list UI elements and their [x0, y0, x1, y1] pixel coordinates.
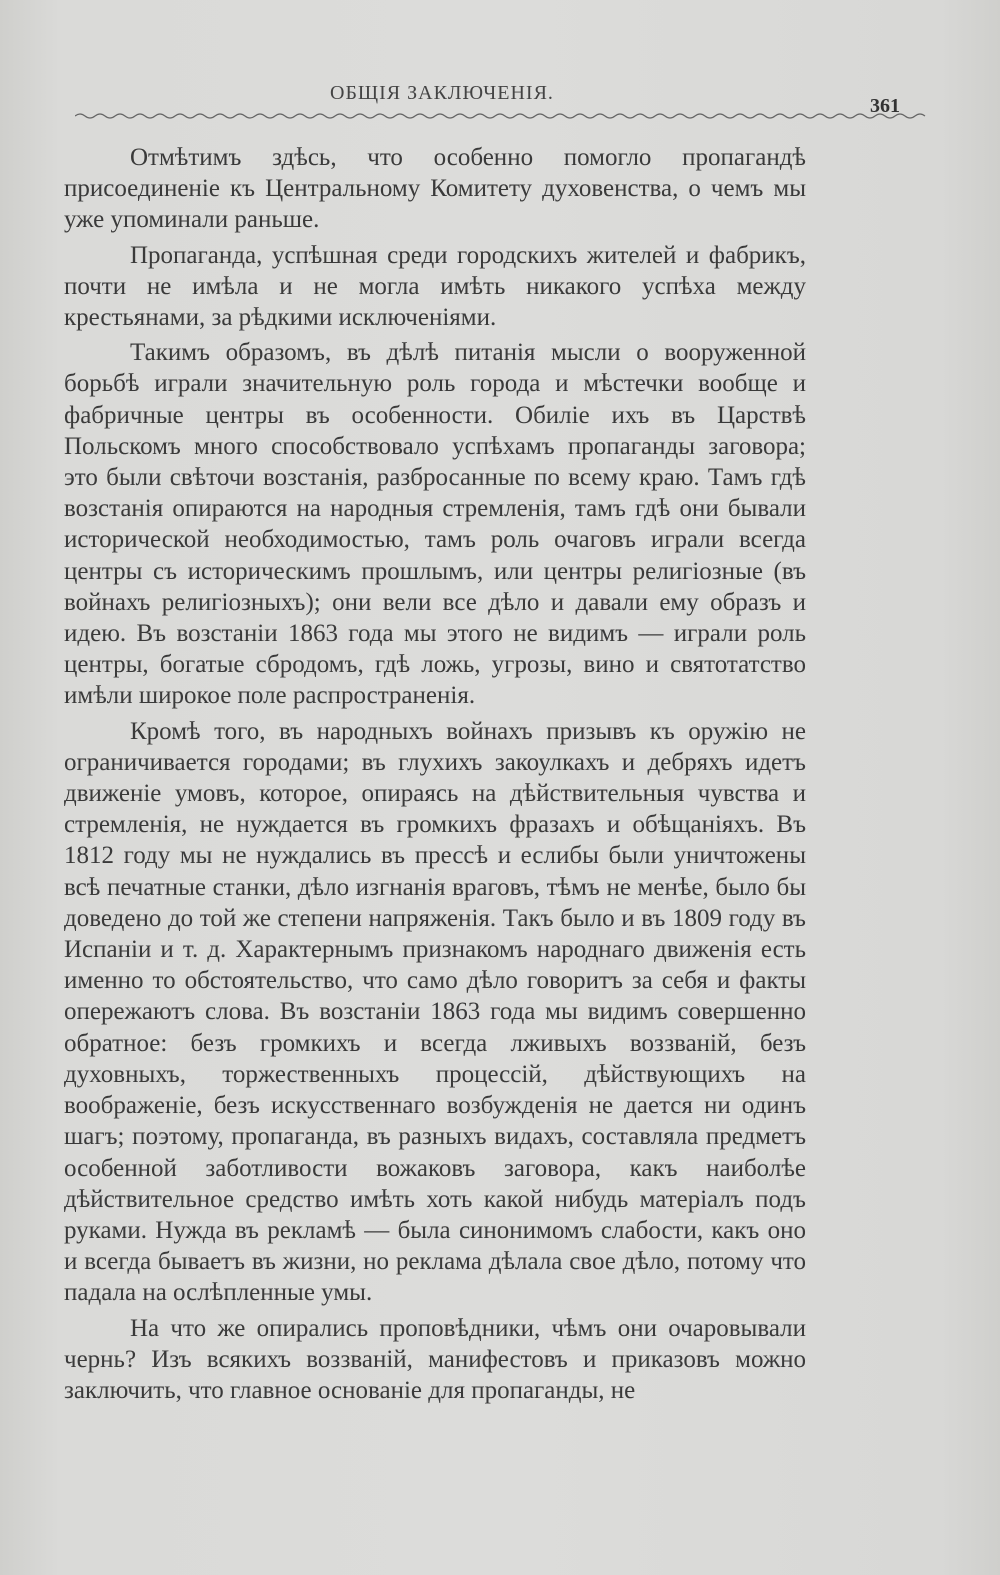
page-number: 361 [870, 95, 900, 117]
paragraph: Кромѣ того, въ народныхъ войнахъ призывъ къ оружію не ограничивается городами; въ глухихъ закоулкахъ и дебряхъ идетъ движеніе умовъ, которое, опираясь на дѣйствительныя чувства и стремленія, не нуждается въ громкихъ фразахъ и обѣщаніяхъ. Въ 1812 году мы не нуждались въ прессѣ и еслибы были уничтожены всѣ печатные станки, дѣло изгнанія враговъ, тѣмъ не менѣе, было бы доведено до той же степени напряженія. Такъ было и въ 1809 году въ Испаніи и т. д. Характернымъ признакомъ народнаго движенія есть именно то обстоятельство, что само дѣло говоритъ за себя и факты опережаютъ слова. Въ возстаніи 1863 года мы видимъ совершенно обратное: безъ громкихъ и всегда лживыхъ воззваній, безъ духовныхъ, торжественныхъ процессій, дѣйствующихъ на воображеніе, безъ искусственнаго возбужденія не дается ни одинъ шагъ; поэтому, пропаганда, въ разныхъ видахъ, составляла предметъ особенной заботливости вожаковъ заговора, какъ наиболѣе дѣйствительное средство имѣть хоть какой нибудь матеріалъ подъ руками. Нужда въ рекламѣ — была синонимомъ слабости, какъ оно и всегда бываетъ въ жизни, но реклама дѣлала свое дѣло, потому что падала на ослѣпленные умы. [64, 717, 806, 1307]
body-text [64, 142, 806, 1406]
paragraph: Отмѣтимъ здѣсь, что особенно помогло пропагандѣ присоединеніе къ Центральному Комитету духовенства, о чемъ мы уже упоминали раньше. [64, 144, 806, 234]
paragraph: Такимъ образомъ, въ дѣлѣ питанія мысли о вооруженной борьбѣ играли значительную роль города и мѣстечки вообще и фабричные центры въ особенности. Обиліе ихъ въ Царствѣ Польскомъ много способствовало успѣхамъ пропаганды заговора; это были свѣточи возстанія, разбросанные по всему краю. Тамъ гдѣ возстанія опираются на народныя стремленія, тамъ гдѣ они бывали исторической необходимостью, тамъ роль очаговъ играли всегда центры съ историческимъ прошлымъ, или центры религіозные (въ войнахъ религіозныхъ); они вели все дѣло и давали ему образъ и идею. Въ возстаніи 1863 года мы этого не видимъ — играли роль центры, богатые сбродомъ, гдѣ ложь, угрозы, вино и святотатство имѣли широкое поле распространенія. [64, 339, 806, 710]
decorative-wavy-rule [75, 105, 930, 127]
running-head: ОБЩІЯ ЗАКЛЮЧЕНІЯ. [330, 82, 554, 104]
paragraph: Пропаганда, успѣшная среди городскихъ жителей и фабрикъ, почти не имѣла и не могла имѣть никакого успѣха между крестьянами, за рѣдкими исключеніями. [64, 241, 806, 332]
paragraph: На что же опирались проповѣдники, чѣмъ они очаровывали чернь? Изъ всякихъ воззваній, манифестовъ и приказовъ можно заключить, что главное основаніе для пропаганды, не [64, 1314, 806, 1404]
